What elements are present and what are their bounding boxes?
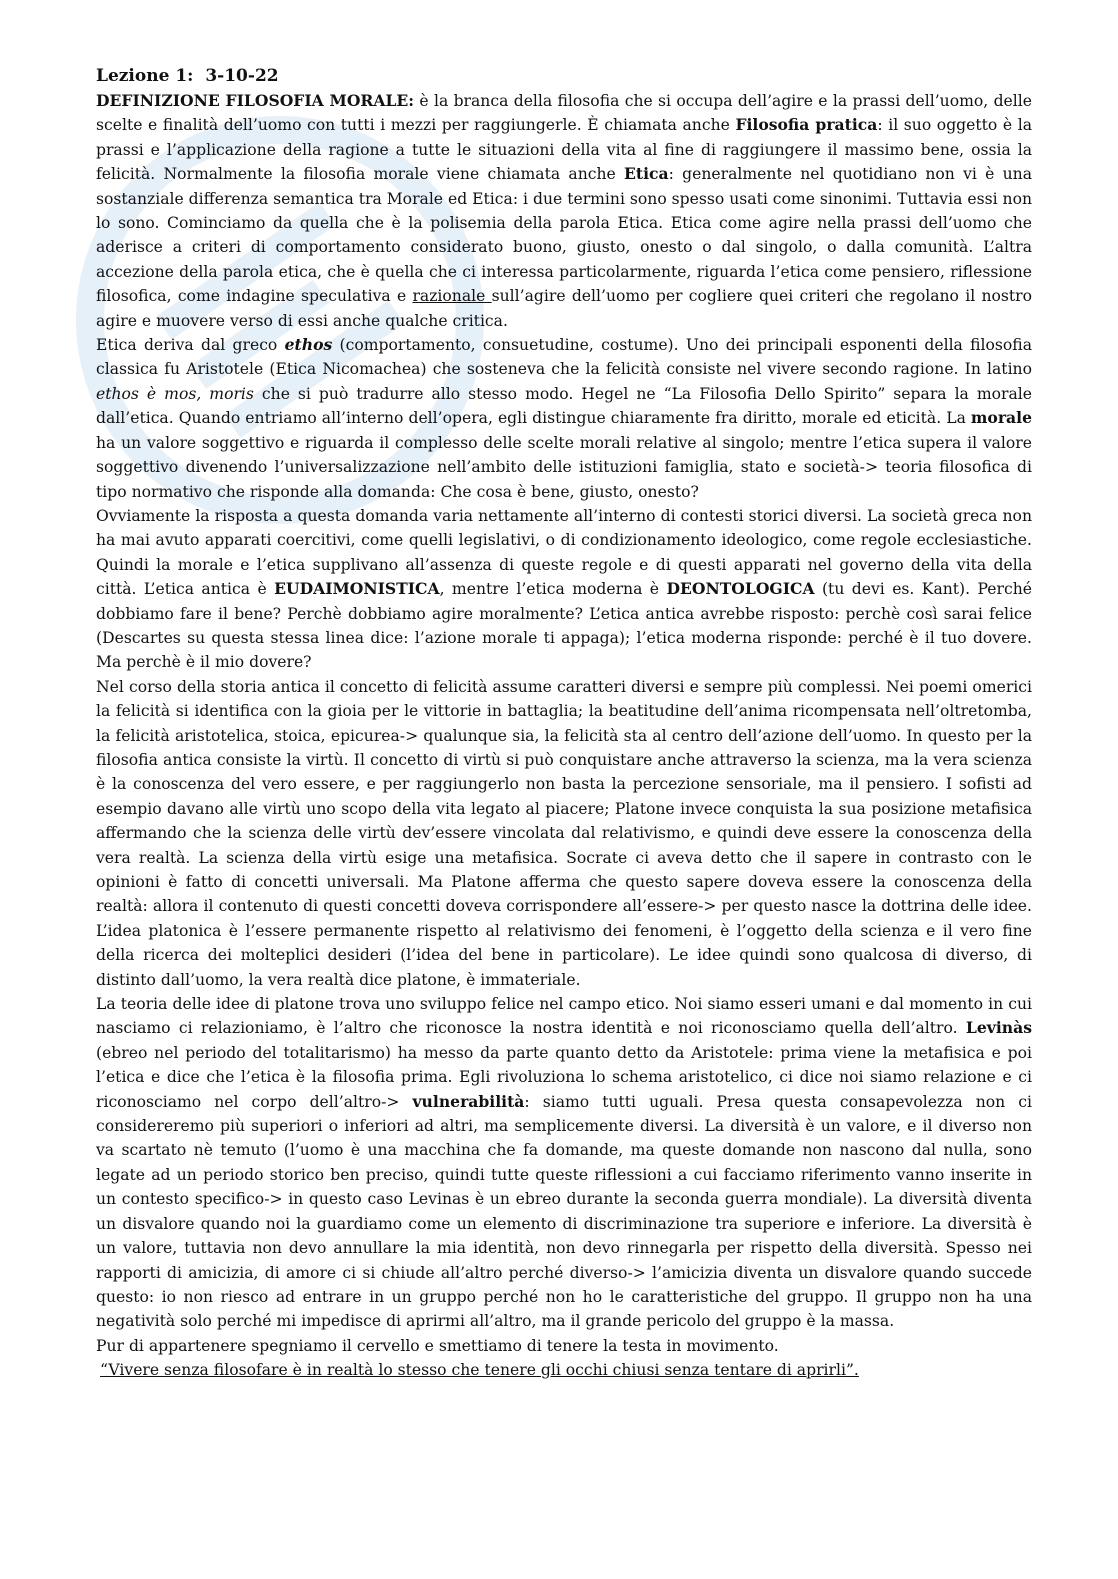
text-span: Etica deriva dal greco	[96, 336, 285, 355]
lesson-date: 3-10-22	[205, 66, 279, 86]
text-span: : generalmente nel quotidiano non vi è una sostanziale differenza semantica tra Morale ed Etica: i due termini sono spesso usati come sinonimi. Tuttavia essi non lo sono. Cominciamo da quella che è la polisemia della parola Etica. Etica come agire nella prassi dell’uomo che aderisce a criteri di comportamento considerato buono, giusto, onesto o dal singolo, o dalla comunità. L’altra accezione della parola etica, che è quella che ci interessa particolarmente, riguarda l’etica come pensiero, riflessione filosofica, come indagine speculativa e	[96, 165, 1033, 306]
paragraph-appartenere	[96, 1334, 1032, 1358]
term-filosofia-pratica: Filosofia pratica	[735, 115, 878, 135]
definition-label: DEFINIZIONE FILOSOFIA MORALE:	[96, 91, 415, 110]
term-mos-moris: ethos è mos, moris	[96, 384, 254, 403]
paragraph-definition	[96, 89, 1032, 333]
paragraph-eudaimonistica	[96, 504, 1032, 675]
text-span: sull’agire dell’uomo per cogliere quei criteri che regolano il nostro agire e muovere verso di essi anche qualche critica.	[96, 287, 1032, 330]
term-morale: morale	[970, 408, 1032, 428]
closing-quote: “Vivere senza filosofare è in realtà lo stesso che tenere gli occhi chiusi senza tentare di aprirli”.	[100, 1361, 859, 1380]
text-span: Nel corso della storia antica il concetto di felicità assume caratteri diversi e sempre più complessi. Nei poemi omerici la felicità si identifica con la gioia per le vittorie in battaglia; la beatitudine dell’anima ricompensata nell’oltretomba, la felicità aristotelica, stoica, epicurea-> qualunque sia, la felicità sta al centro dell’azione dell’uomo. In questo per la filosofia antica consiste la virtù. Il concetto di virtù si può conquistare anche attraverso la scienza, ma la vera scienza è la conoscenza del vero essere, e per raggiungerlo non basta la percezione sensoriale, ma il pensiero. I sofisti ad esempio davano alle virtù uno scopo della vita legato al piacere; Platone invece conquista la sua posizione metafisica affermando che la scienza delle virtù dev’essere vincolata dal relativismo, e quindi deve essere la conoscenza della vera realtà. La scienza della virtù esige una metafisica. Socrate ci aveva detto che il sapere in contrasto con le opinioni è fatto di concetti universali. Ma Platone afferma che questo sapere doveva essere la conoscenza della realtà: allora il contenuto di questi concetti doveva corrispondere all’essere-> per questo nasce la dottrina delle idee. L’idea platonica è l’essere permanente rispetto al relativismo dei fenomeni, è l’oggetto della scienza e il vero fine della ricerca dei molteplici desideri (l’idea del bene in particolare). Le idee quindi sono qualcosa di diverso, di distinto dall’uomo, la vera realtà dice platone, è immateriale.	[96, 677, 1032, 989]
text-span: , mentre l’etica moderna è	[439, 580, 667, 599]
term-vulnerabilita: vulnerabilità	[412, 1091, 525, 1111]
term-razionale: razionale	[412, 287, 492, 306]
text-span: La teoria delle idee di platone trova uno sviluppo felice nel campo etico. Noi siamo esseri umani e dal momento in cui nasciamo ci relazioniamo, è l’altro che riconosce la nostra identità e noi riconosciamo quella dell’altro.	[96, 995, 1032, 1038]
paragraph-levinas	[96, 992, 1032, 1334]
term-ethos: ethos	[284, 335, 333, 355]
text-span: : siamo tutti uguali. Presa questa consapevolezza non ci considereremo più superiori o inferiori ad altri, ma semplicemente diversi. La diversità è un valore, e il diverso non va scartato nè temuto (l’uomo è una macchina che fa domande, ma queste domande non nascono dal nulla, sono legate ad un periodo storico ben preciso, quindi tutte queste riflessioni a cui facciamo riferimento vanno inserite in un contesto specifico-> in questo caso Levinas è un ebreo durante la seconda guerra mondiale). La diversità diventa un disvalore quando noi la guardiamo come un elemento di discriminazione tra superiore e inferiore. La diversità è un valore, tuttavia non devo annullare la mia identità, non devo rinnegarla per rispetto della diversità. Spesso nei rapporti di amicizia, di amore ci si chiude all’altro perché diverso-> l’amicizia diventa un disvalore quando succede questo: io non riesco ad entrare in un gruppo perché non ho le caratteristiche del gruppo. Il gruppo non ha una negatività solo perché mi impedisce di aprirmi all’altro, ma il grande pericolo del gruppo è la massa.	[96, 1092, 1032, 1331]
text-span: che si può tradurre allo stesso modo. Hegel ne “La Filosofia Dello Spirito” separa la morale dall’etica. Quando entriamo all’interno dell’opera, egli distingue chiaramente fra diritto, morale ed eticità. La	[96, 384, 1032, 428]
paragraph-felicita	[96, 675, 1032, 992]
text-span: (tu devi es. Kant). Perché dobbiamo fare il bene? Perchè dobbiamo agire moralmente? L’etica antica avrebbe risposto: perchè così sarai felice (Descartes su questa stessa linea dice: l’azione morale ti appaga); l’etica moderna risponde: perché è il tuo dovere. Ma perchè è il mio dovere?	[96, 580, 1032, 672]
term-deontologica: DEONTOLOGICA	[666, 579, 815, 599]
text-span: Pur di appartenere spegniamo il cervello e smettiamo di tenere la testa in movimento.	[96, 1336, 779, 1355]
term-etica: Etica	[624, 164, 669, 184]
document-page	[96, 64, 1032, 1383]
text-span: Ovviamente la risposta a questa domanda varia nettamente all’interno di contesti storici diversi. La società greca non ha mai avuto apparati coercitivi, come quelli legislativi, o di condizionamento ideologico, come regole ecclesiastiche. Quindi la morale e l’etica supplivano all’assenza di queste regole e di questi apparati nel governo della vita della città. L’etica antica è	[96, 506, 1032, 599]
lesson-label: Lezione 1:	[96, 66, 194, 86]
text-span: : il suo oggetto è la prassi e l’applicazione della ragione a tutte le situazioni della vita al fine di raggiungere il massimo bene, ossia la felicità. Normalmente la filosofia morale viene chiamata anche	[96, 116, 1032, 184]
lesson-title	[96, 64, 1032, 89]
text-span: (comportamento, consuetudine, costume). Uno dei principali esponenti della filosofia classica fu Aristotele (Etica Nicomachea) che sosteneva che la felicità consiste nel vivere secondo ragione. In latino	[96, 336, 1032, 379]
term-levinas: Levinàs	[965, 1018, 1032, 1038]
text-span: è la branca della filosofia che si occupa dell’agire e la prassi dell’uomo, delle scelte e finalità dell’uomo con tutti i mezzi per raggiungerle. È chiamata anche	[96, 92, 1032, 135]
term-eudaimonistica: EUDAIMONISTICA	[274, 579, 440, 599]
text-span: (ebreo nel periodo del totalitarismo) ha messo da parte quanto detto da Aristotele: prima viene la metafisica e poi l’etica e dice che l’etica è la filosofia prima. Egli rivoluziona lo schema aristotelico, ci dice noi siamo relazione e ci riconosciamo nel corpo dell’altro->	[96, 1043, 1032, 1111]
paragraph-ethos	[96, 333, 1032, 504]
text-span: ha un valore soggettivo e riguarda il complesso delle scelte morali relative al singolo; mentre l’etica supera il valore soggettivo divenendo l’universalizzazione nell’ambito delle istituzioni famiglia, stato e società-> teoria filosofica di tipo normativo che risponde alla domanda: Che cosa è bene, giusto, onesto?	[96, 433, 1032, 501]
